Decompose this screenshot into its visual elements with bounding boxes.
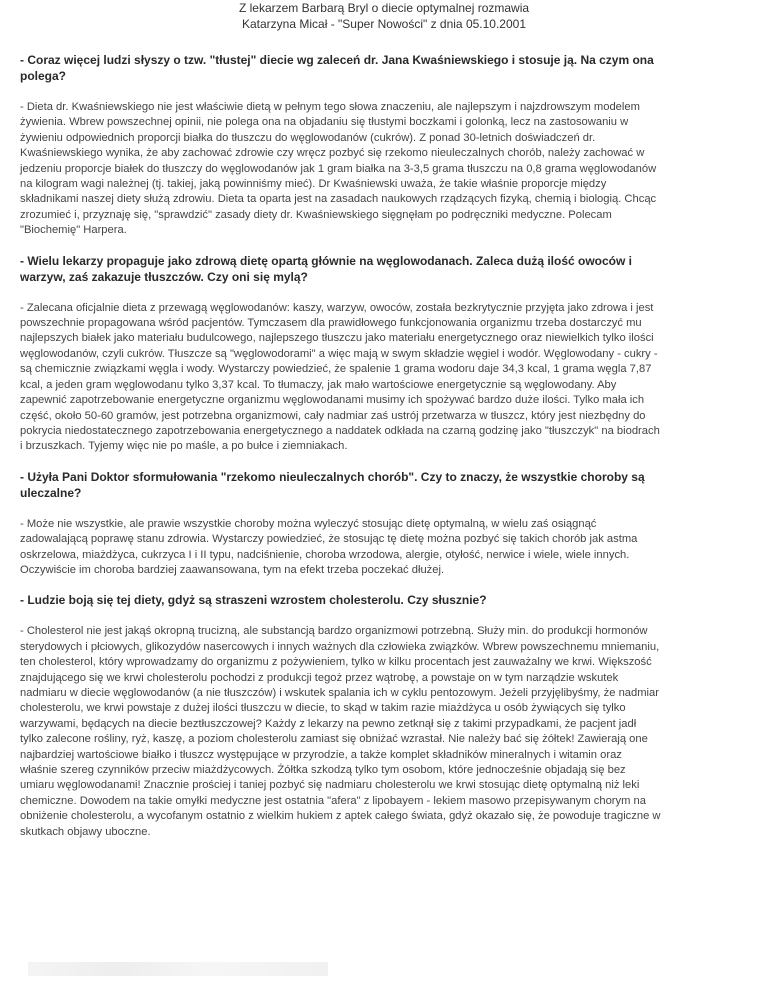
answer-4: - Cholesterol nie jest jakąś okropną trucizną, ale substancją bardzo organizmowi potrzebną. Służy min. do produkcji hormonów sterydowych i płciowych, glikozydów nasercowych i innych ważnych dla człowieka związków. Wbrew powszechnemu mniemaniu, ten cholesterol, który wprowadzamy do organizmu z pożywieniem, tylko w kilku procentach jest zauważalny we krwi. Większość znajdującego się we krwi cholesterolu pochodzi z produkcji tegoż przez wątrobę, a powstaje on w tym narządzie wskutek nadmiaru w diecie węglowodanów (a nie tłuszczów) i wskutek spalania ich w cyklu pentozowym. Jeżeli przyjęlibyśmy, że nadmiar cholesterolu, we krwi powstaje z dużej ilości tłuszczu w diecie, to skąd w takim razie miażdżyca u osób żywiących się tylko warzywami, będących na diecie beztłuszczowej? Każdy z lekarzy na pewno zetknął się z takimi przypadkami, że pacjent jadł tylko zalecone rośliny, ryż, kaszę, a poziom cholesterolu zamiast się obniżać wzrastał. Nie należy bać się żółtek! Zawierają one najbardziej wartościowe białko i tłuszcz występujące w przyrodzie, a także komplet składników mineralnych i witamin oraz właśnie szereg czynników przeciw miażdżycowych. Żółtka szkodzą tylko tym osobom, które jednocześnie objadają się bez umiaru węglowodanami! Znacznie prościej i taniej pozbyć się nadmiaru cholesterolu we krwi stosując dietę optymalną niż leki chemiczne. Dowodem na takie omyłki medyczne jest ostatnia "afera" z lipobayem - lekiem masowo przepisywanym chorym na obniżenie cholesterolu, a wycofanym ostatnio z wielkim hukiem z aptek całego świata, gdyż okazało się, że powoduje tragiczne w skutkach objawy uboczne. <box>20 625 661 838</box>
answer-3: - Może nie wszystkie, ale prawie wszystkie choroby można wyleczyć stosując dietę optymalną, w wielu zaś osiągnąć zadowalającą poprawę stanu zdrowia. Wystarczy powiedzieć, że stosując tę dietę można pozbyć się takich chorób jak astma oskrzelowa, miażdżyca, cukrzyca I i II typu, nadciśnienie, choroba wrzodowa, alergie, otyłość, nerwice i wiele, wiele innych. Oczywiście im choroba bardziej zaawansowana, tym na efekt trzeba poczekać dłużej. <box>20 517 638 576</box>
header-line-1: Z lekarzem Barbarą Bryl o diecie optymalnej rozmawia <box>238 1 530 15</box>
article-header <box>0 0 768 32</box>
question-4: - Ludzie boją się tej diety, gdyż są straszeni wzrostem cholesterolu. Czy słusznie? <box>20 593 487 608</box>
answer-1: - Dieta dr. Kwaśniewskiego nie jest właściwie dietą w pełnym tego słowa znaczeniu, ale najlepszym i najzdrowszym modelem żywienia. Wbrew powszechnej opinii, nie polega ona na objadaniu się tłustymi boczkami i golonką, lecz na zastosowaniu w żywieniu odpowiednich proporcji białka do tłuszczu do węglowodanów (cukrów). Z ponad 30-letnich doświadczeń dr. Kwaśniewskiego wynika, że aby zachować zdrowie czy wręcz pozbyć się rzekomo nieuleczalnych chorób, należy zachować w jedzeniu proporcje białek do tłuszczy do węglowodanów jak 1 gram białka na 3-3,5 grama tłuszczu na 0,8 grama węglowodanów na kilogram wagi należnej (tj. takiej, jaką powinniśmy mieć). Dr Kwaśniewski uważa, że takie właśnie proporcje między składnikami naszej diety służą zdrowiu. Dieta ta oparta jest na zasadach naukowych rządzących fizyką, chemią i biologią. Chcąc zrozumieć i, przyznaję się, "sprawdzić" zasady diety dr. Kwaśniewskiego sięgnęłam po podręczniki medyczne. Polecam "Biochemię" Harpera. <box>20 101 657 237</box>
question-3: - Użyła Pani Doktor sformułowania "rzekomo nieuleczalnych chorób". Czy to znaczy, że wszystkie choroby są uleczalne? <box>20 469 645 500</box>
article-body <box>20 52 662 854</box>
answer-2: - Zalecana oficjalnie dieta z przewagą węglowodanów: kaszy, warzyw, owoców, została bezkrytycznie przyjęta jako zdrowa i jest powszechnie propagowana wśród pacjentów. Tymczasem dla prawidłowego funkcjonowania organizmu trzeba dostarczyć mu najlepszych białek jako materiału budulcowego, najlepszego tłuszczu jako materiału energetycznego oraz niewielkich tylko ilości węglowodanów, czyli cukrów. Tłuszcze są "węglowodorami" a więc mają w swym składzie węgiel i wodór. Węglowodany - cukry - są chemicznie związkami węgla i wody. Wystarczy powiedzieć, że spalenie 1 grama wodoru daje 34,3 kcal, 1 grama węgla 7,87 kcal, a jeden gram węglowodanu tylko 3,37 kcal. To tłumaczy, jak mało wartościowe energetycznie są węglowodany. Aby zapewnić zapotrzebowanie energetyczne organizmu węglowodanami musimy ich spożywać bardzo duże ilości. Tylko mała ich część, około 50-60 gramów, jest potrzebna organizmowi, cały nadmiar zaś ustrój przetwarza w tłuszcz, który jest niezbędny do pokrycia niedostatecznego zapotrzebowania energetycznego a naddatek odkłada na czarną godzinę jako "tłuszczyk" na biodrach i brzuszkach. Tyjemy więc nie po maśle, a po bułce i ziemniakach. <box>20 301 660 453</box>
question-2: - Wielu lekarzy propaguje jako zdrową dietę opartą głównie na węglowodanach. Zaleca dużą ilość owoców i warzyw, zaś zakazuje tłuszczów. Czy oni się mylą? <box>20 253 633 284</box>
question-1: - Coraz więcej ludzi słyszy o tzw. "tłustej" diecie wg zaleceń dr. Jana Kwaśniewskiego i stosuje ją. Na czym ona polega? <box>20 53 654 83</box>
faded-footer-strip <box>28 962 328 976</box>
header-line-2: Katarzyna Micał - "Super Nowości" z dnia 05.10.2001 <box>242 17 526 31</box>
